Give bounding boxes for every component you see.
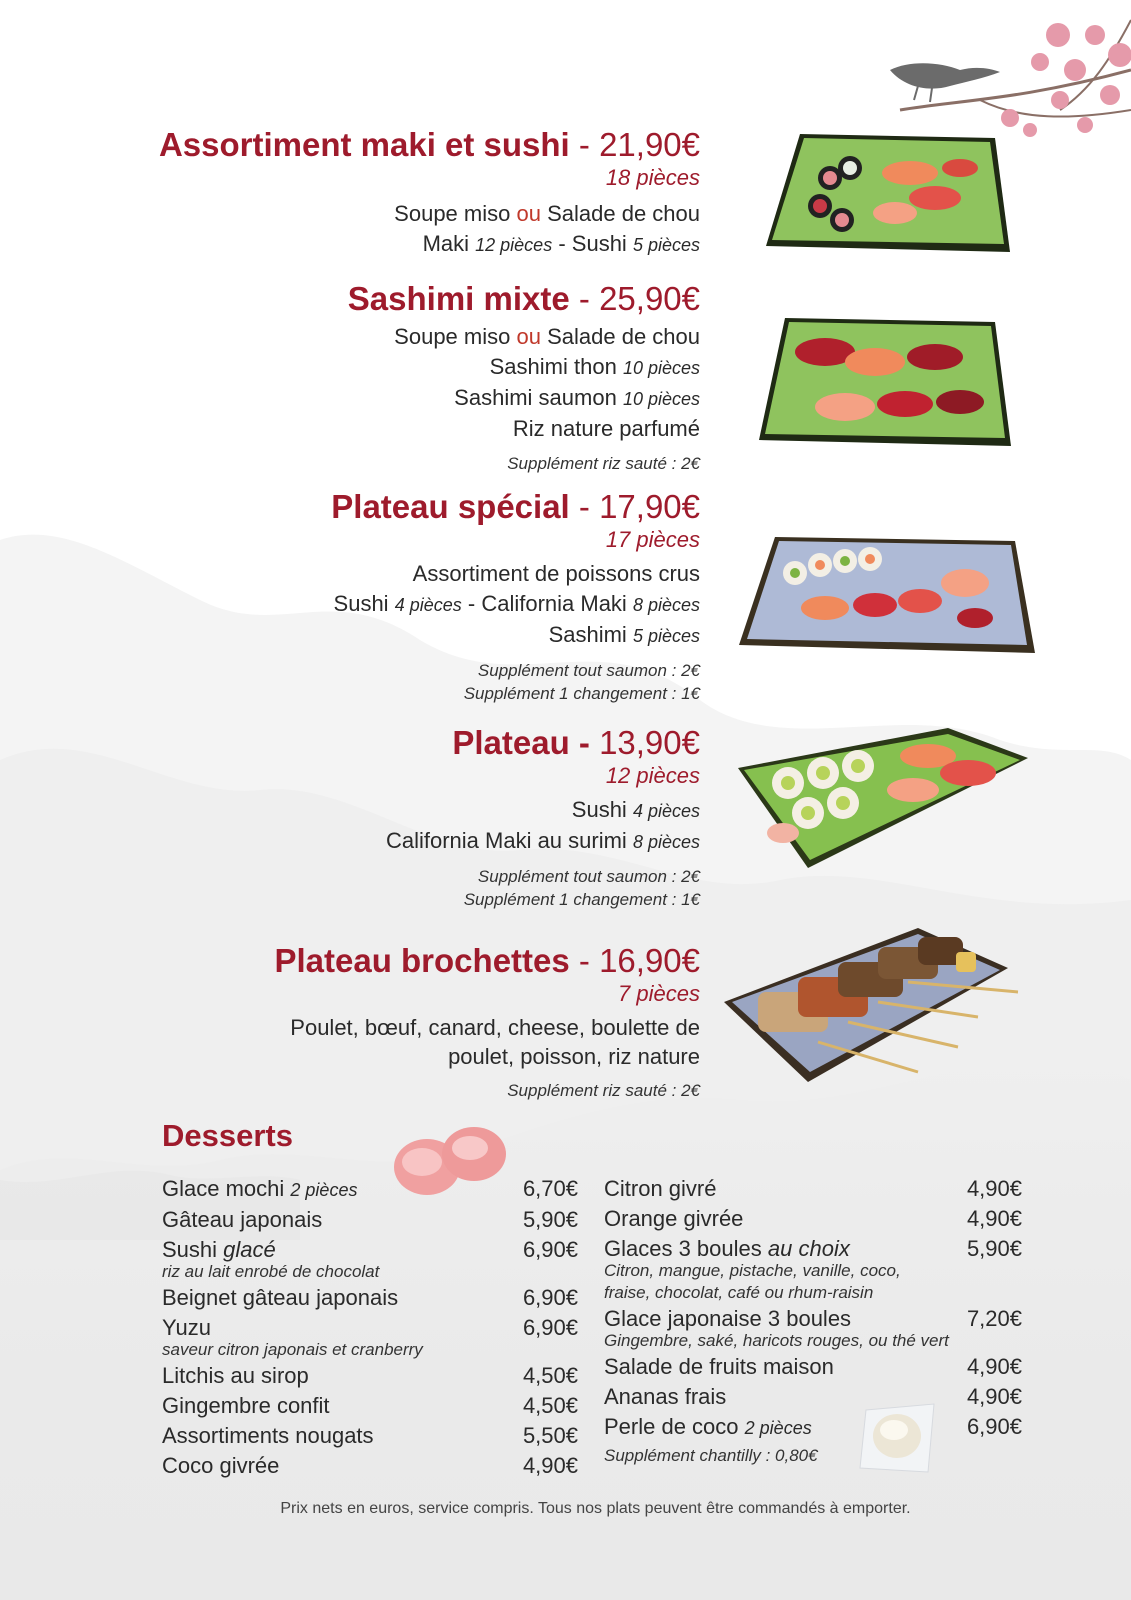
dessert-name-italic: au choix: [767, 1236, 850, 1261]
dessert-price: 6,90€: [522, 1315, 578, 1340]
dessert-price: 4,90€: [966, 1176, 1022, 1201]
dessert-name: Orange givrée: [604, 1206, 744, 1231]
dessert-description: saveur citron japonais et cranberry: [162, 1340, 423, 1359]
content-name: Maki: [422, 231, 470, 256]
content-name: Assortiment de poissons crus: [412, 561, 700, 586]
content-qty: 8 pièces: [632, 595, 700, 615]
dish-image-sashimi: [755, 312, 1015, 452]
content-qty: 12 pièces: [475, 235, 553, 255]
menu-item-plateau-brochettes: [80, 942, 700, 1102]
item-supplement: Supplément tout saumon : 2€: [477, 867, 700, 886]
dessert-price: 7,20€: [966, 1306, 1022, 1331]
dessert-row: [162, 1361, 578, 1391]
dessert-name: Coco givrée: [162, 1453, 280, 1478]
item-count: 18 pièces: [605, 165, 700, 190]
dessert-price: 6,90€: [522, 1285, 578, 1310]
content-qty: 4 pièces: [394, 595, 462, 615]
content-qty: 4 pièces: [632, 801, 700, 821]
content-name: Riz nature parfumé: [512, 416, 700, 441]
dessert-name: Gâteau japonais: [162, 1207, 323, 1232]
dessert-name: Beignet gâteau japonais: [162, 1285, 399, 1310]
item-name: Plateau brochettes: [274, 942, 570, 979]
dish-image-assortiment: [760, 128, 1015, 258]
item-count: 7 pièces: [618, 981, 700, 1006]
item-supplement: Supplément riz sauté : 2€: [507, 1081, 700, 1100]
menu-item-assortiment: [80, 126, 700, 260]
item-name: Plateau -: [452, 724, 590, 761]
item-contents-line: [80, 229, 700, 260]
dessert-name: Yuzu: [162, 1315, 211, 1340]
content-qty: 5 pièces: [632, 235, 700, 255]
item-contents-line: [80, 589, 700, 620]
content-name: California Maki: [481, 591, 627, 616]
dessert-price: 4,50€: [522, 1363, 578, 1388]
dessert-row: [604, 1412, 1022, 1443]
item-title: [80, 488, 700, 526]
dessert-name: Salade de fruits maison: [604, 1354, 834, 1379]
content-separator: -: [558, 231, 566, 256]
mochi-image: [392, 1122, 512, 1202]
item-price: - 17,90€: [578, 488, 700, 525]
content-name: Sashimi: [548, 622, 627, 647]
dessert-qty: 2 pièces: [290, 1180, 358, 1200]
dessert-description: Gingembre, saké, haricots rouges, ou thé vert: [604, 1331, 949, 1350]
dessert-name: Glace mochi: [162, 1176, 285, 1201]
dessert-name: Citron givré: [604, 1176, 717, 1201]
item-supplement: Supplément tout saumon : 2€: [477, 661, 700, 680]
dessert-price: 4,90€: [966, 1354, 1022, 1379]
item-price: - 16,90€: [578, 942, 700, 979]
coconut-pearl-image: [856, 1398, 938, 1478]
dessert-description: Citron, mangue, pistache, vanille, coco,: [604, 1261, 901, 1280]
dessert-row: [162, 1205, 578, 1235]
dessert-price: 4,90€: [966, 1206, 1022, 1231]
dessert-price: 4,90€: [522, 1453, 578, 1478]
content-qty: 10 pièces: [622, 389, 700, 409]
dessert-price: 4,90€: [966, 1384, 1022, 1409]
content-name: Sushi: [571, 797, 627, 822]
item-contents-line: [80, 620, 700, 651]
dessert-description: fraise, chocolat, café ou rhum-raisin: [604, 1283, 874, 1302]
desserts-left-column: [162, 1174, 578, 1481]
item-supplement: Supplément 1 changement : 1€: [463, 684, 700, 703]
soup-option-a: Soupe miso: [394, 324, 511, 349]
item-count: 17 pièces: [605, 527, 700, 552]
item-price: - 25,90€: [578, 280, 700, 317]
desserts-heading: Desserts: [162, 1118, 293, 1153]
item-supplement: Supplément riz sauté : 2€: [507, 454, 700, 473]
dessert-price: 6,90€: [522, 1237, 578, 1262]
dessert-price: 5,90€: [522, 1207, 578, 1232]
item-contents-line: [80, 352, 700, 383]
dessert-name: Glace japonaise 3 boules: [604, 1306, 852, 1331]
dessert-row: [604, 1352, 1022, 1382]
menu-item-plateau: [80, 724, 700, 911]
item-count: 12 pièces: [605, 763, 700, 788]
item-contents-line: [80, 826, 700, 857]
item-title: [80, 724, 700, 762]
item-contents-line: [80, 414, 700, 444]
dessert-row: [162, 1391, 578, 1421]
item-price: - 21,90€: [578, 126, 700, 163]
dish-image-plateau-special: [735, 533, 1040, 663]
dessert-price: 4,50€: [522, 1393, 578, 1418]
content-separator: -: [467, 591, 476, 616]
content-name: Sashimi saumon: [454, 385, 617, 410]
item-name: Plateau spécial: [331, 488, 570, 525]
dessert-price: 6,70€: [522, 1176, 578, 1201]
content-name: California Maki au surimi: [385, 828, 627, 853]
dessert-price: 5,90€: [966, 1236, 1022, 1261]
item-contents-line: [80, 559, 700, 589]
footer-note: Prix nets en euros, service compris. Tous nos plats peuvent être commandés à emporter.: [280, 1500, 911, 1517]
item-title: [80, 942, 700, 980]
dessert-name-italic: glacé: [223, 1237, 276, 1262]
item-description: Poulet, bœuf, canard, cheese, boulette de poulet, poisson, riz nature: [290, 1015, 700, 1069]
dessert-row: [162, 1421, 578, 1451]
item-soup-line: [80, 199, 700, 229]
desserts-right-column: [604, 1174, 1022, 1469]
dish-image-brochettes: [718, 922, 1033, 1087]
menu-item-plateau-special: [80, 488, 700, 705]
dessert-name: Perle de coco: [604, 1414, 739, 1439]
dessert-qty: 2 pièces: [744, 1418, 812, 1438]
content-qty: 5 pièces: [632, 626, 700, 646]
dessert-row: [162, 1451, 578, 1481]
dessert-row: [604, 1382, 1022, 1412]
content-name: Sushi: [571, 231, 627, 256]
item-soup-line: [80, 322, 700, 352]
menu-item-sashimi-mixte: [80, 280, 700, 475]
content-name: Sashimi thon: [489, 354, 617, 379]
soup-option-b: Salade de chou: [547, 324, 700, 349]
item-contents-line: [80, 383, 700, 414]
dessert-row: [162, 1174, 578, 1205]
dessert-row: [162, 1283, 578, 1313]
item-contents-line: [80, 795, 700, 826]
dessert-name: Gingembre confit: [162, 1393, 330, 1418]
dessert-name: Ananas frais: [604, 1384, 727, 1409]
dessert-name: Litchis au sirop: [162, 1363, 309, 1388]
dessert-name: Assortiments nougats: [162, 1423, 374, 1448]
content-qty: 8 pièces: [632, 832, 700, 852]
content-name: Sushi: [333, 591, 389, 616]
soup-option-a: Soupe miso: [394, 201, 511, 226]
soup-option-b: Salade de chou: [547, 201, 700, 226]
dessert-name: Sushi: [162, 1237, 218, 1262]
content-qty: 10 pièces: [622, 358, 700, 378]
soup-or: ou: [516, 324, 541, 349]
item-supplement: Supplément 1 changement : 1€: [463, 890, 700, 909]
dessert-price: 6,90€: [966, 1414, 1022, 1439]
item-price: 13,90€: [599, 724, 700, 761]
dessert-price: 5,50€: [522, 1423, 578, 1448]
item-title: [80, 280, 700, 318]
soup-or: ou: [516, 201, 541, 226]
dessert-row: [604, 1174, 1022, 1204]
dish-image-plateau: [728, 728, 1033, 873]
chantilly-supplement: Supplément chantilly : 0,80€: [604, 1446, 818, 1465]
dessert-name: Glaces 3 boules: [604, 1236, 762, 1261]
dessert-row: [604, 1204, 1022, 1234]
item-title: [80, 126, 700, 164]
item-name: Sashimi mixte: [347, 280, 570, 317]
item-name: Assortiment maki et sushi: [158, 126, 570, 163]
dessert-description: riz au lait enrobé de chocolat: [162, 1262, 380, 1281]
